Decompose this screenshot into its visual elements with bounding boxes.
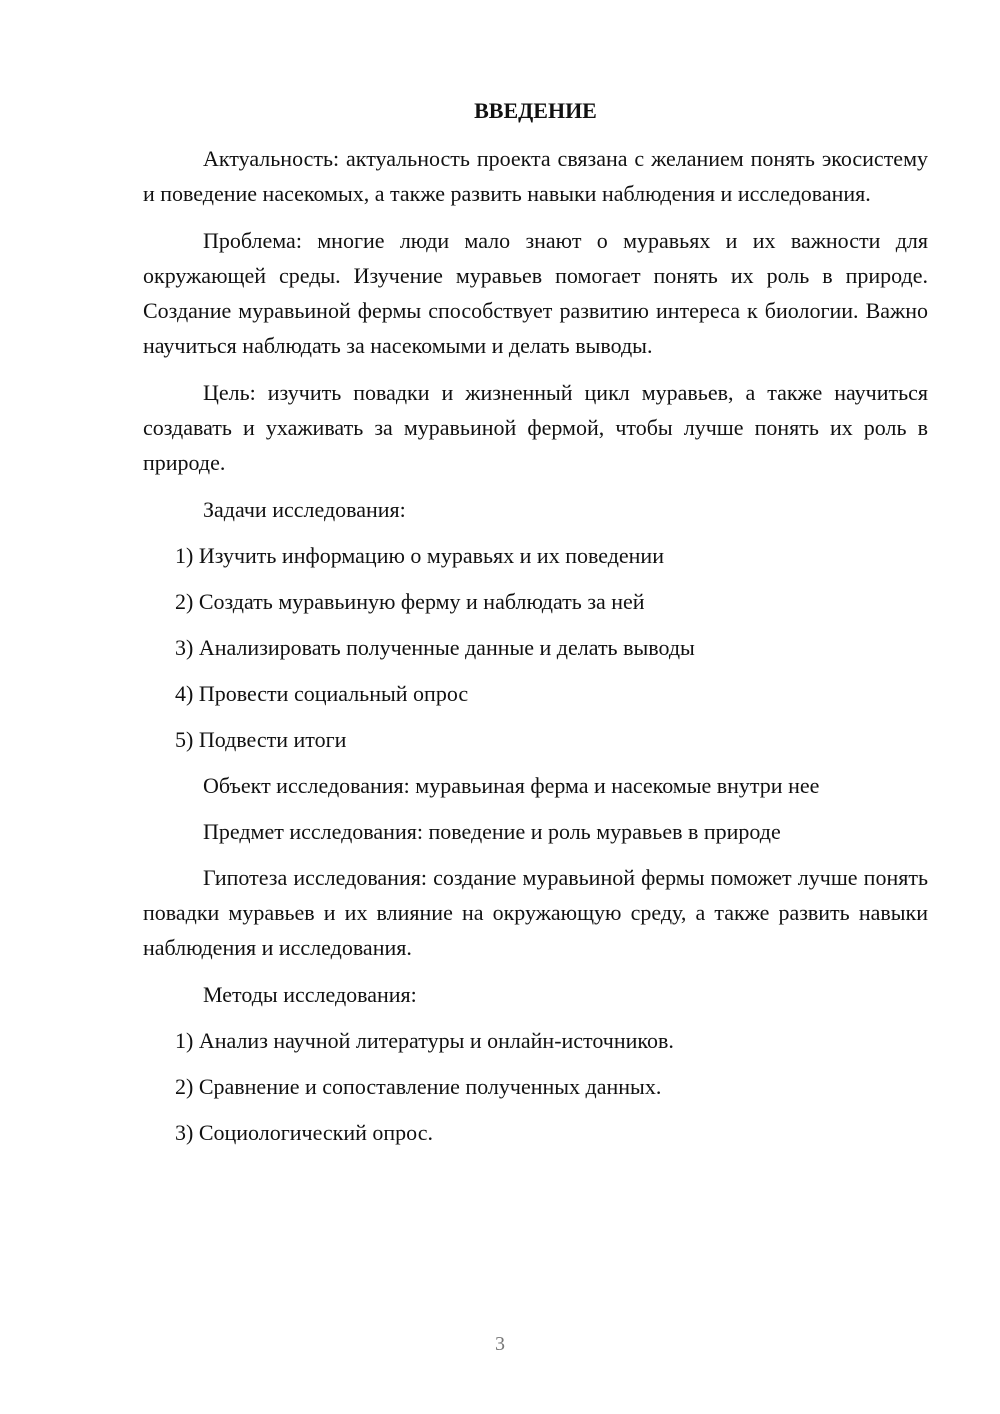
method-item: 2) Сравнение и сопоставление полученных данных. [175, 1074, 662, 1099]
task-item: 1) Изучить информацию о муравьях и их поведении [175, 543, 664, 568]
page-content [143, 95, 928, 1161]
research-subject: Предмет исследования: поведение и роль муравьев в природе [203, 819, 781, 844]
tasks-heading: Задачи исследования: [203, 497, 406, 522]
page-title: ВВЕДЕНИЕ [474, 98, 597, 123]
problem-paragraph: Проблема: многие люди мало знают о муравьях и их важности для окружающей среды. Изучение муравьев помогает понять их роль в природе. Создание муравьиной фермы способствует развитию интереса к биологии. Важно научиться наблюдать за насекомыми и делать выводы. [143, 228, 928, 358]
task-item: 3) Анализировать полученные данные и делать выводы [175, 635, 695, 660]
page-number: 3 [495, 1333, 505, 1355]
relevance-paragraph: Актуальность: актуальность проекта связана с желанием понять экосистему и поведение насекомых, а также развить навыки наблюдения и исследования. [143, 146, 928, 206]
method-item: 3) Социологический опрос. [175, 1120, 433, 1145]
hypothesis-paragraph: Гипотеза исследования: создание муравьиной фермы поможет лучше понять повадки муравьев и их влияние на окружающую среду, а также развить навыки наблюдения и исследования. [143, 865, 928, 960]
methods-heading: Методы исследования: [203, 982, 417, 1007]
task-item: 2) Создать муравьиную ферму и наблюдать за ней [175, 589, 645, 614]
method-item: 1) Анализ научной литературы и онлайн-источников. [175, 1028, 674, 1053]
task-item: 4) Провести социальный опрос [175, 681, 469, 706]
research-object: Объект исследования: муравьиная ферма и насекомые внутри нее [203, 773, 820, 798]
task-item: 5) Подвести итоги [175, 727, 347, 752]
goal-paragraph: Цель: изучить повадки и жизненный цикл муравьев, а также научиться создавать и ухаживать за муравьиной фермой, чтобы лучше понять их роль в природе. [143, 380, 928, 475]
